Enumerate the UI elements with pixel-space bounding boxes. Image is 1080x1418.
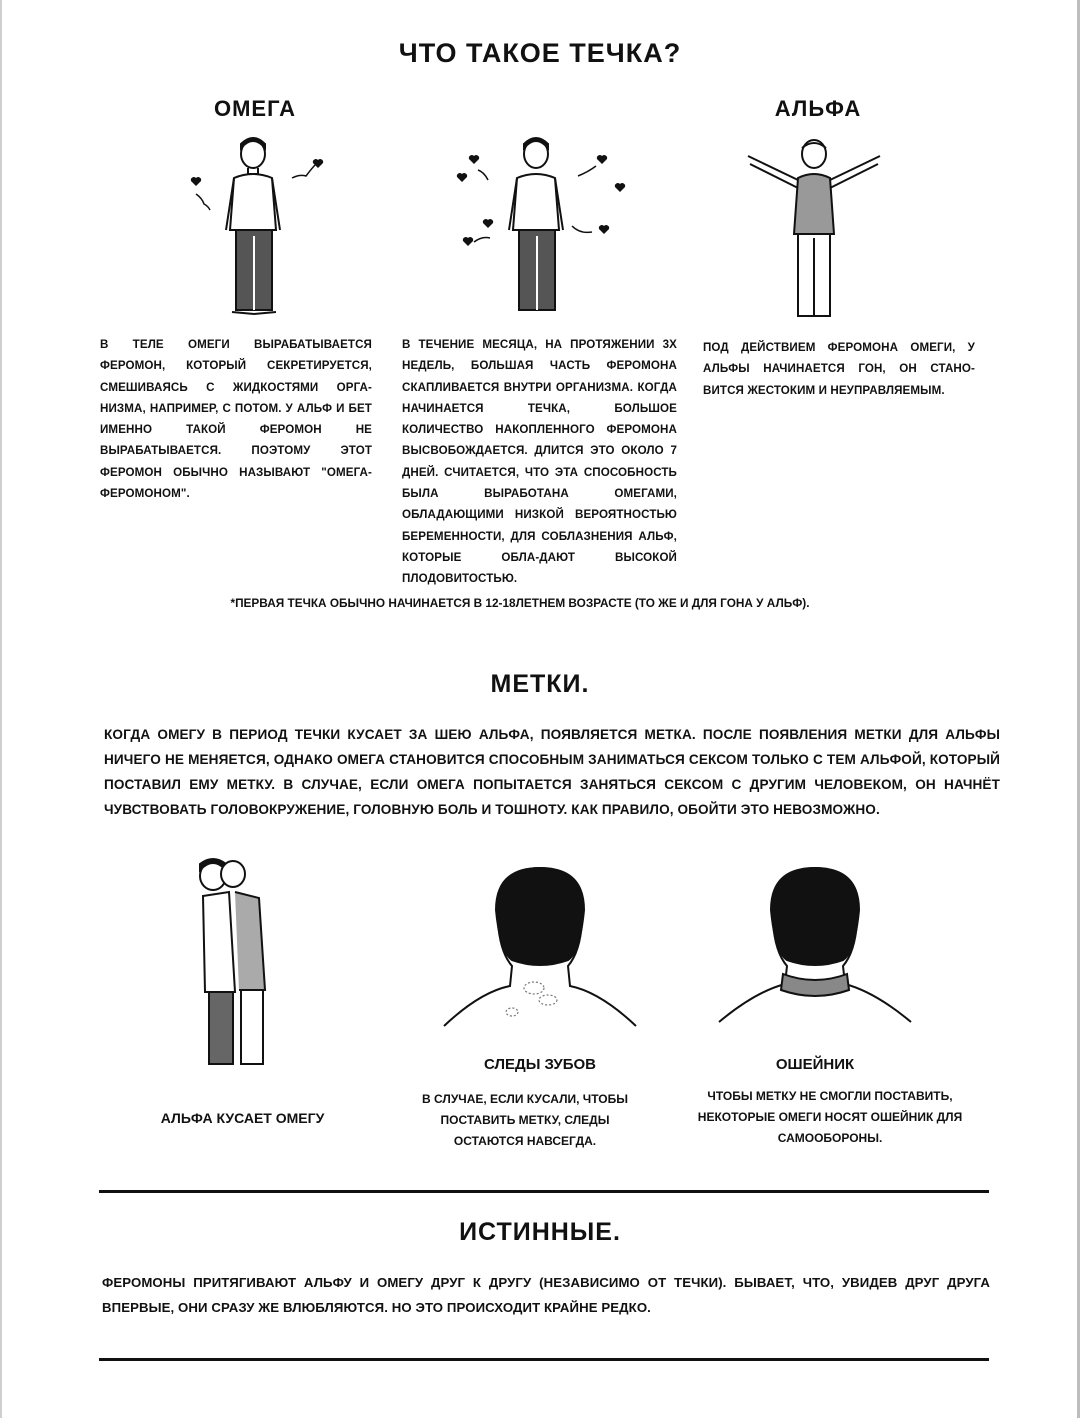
teeth-marks xyxy=(506,982,557,1016)
omega-heading: ОМЕГА xyxy=(213,96,297,121)
true-mates-text: ФЕРОМОНЫ ПРИТЯГИВАЮТ АЛЬФУ И ОМЕГУ ДРУГ К ДРУГУ (НЕЗАВИСИМО ОТ ТЕЧКИ). БЫВАЕТ, ЧТО, УВИДЕВ ДРУГ ДРУГА ВПЕРВЫЕ, ОНИ СРАЗУ ЖЕ ВЛЮБЛЯЮТСЯ. НО ЭТО ПРОИСХОДИТ КРАЙНЕ РЕДКО. xyxy=(102,1275,990,1315)
alpha-figure-illustration xyxy=(730,130,900,330)
omega-heat-illustration xyxy=(450,130,630,330)
marks-title: МЕТКИ. xyxy=(490,670,590,698)
alpha-description: ПОД ДЕЙСТВИЕМ ФЕРОМОНА ОМЕГИ, У АЛЬФЫ НАЧИНАЕТСЯ ГОН, ОН СТАНО-ВИТСЯ ЖЕСТОКИМ И НЕУПРАВЛЯЕМЫМ. xyxy=(703,341,975,397)
page-title: ЧТО ТАКОЕ ТЕЧКА? xyxy=(398,38,682,68)
page-border-left xyxy=(0,0,2,1418)
teeth-title: СЛЕДЫ ЗУБОВ xyxy=(484,1056,596,1073)
collar-title: ОШЕЙНИК xyxy=(775,1056,855,1073)
teeth-marks-illustration xyxy=(440,862,640,1032)
alpha-bites-omega-illustration xyxy=(185,852,295,1072)
marks-text: КОГДА ОМЕГУ В ПЕРИОД ТЕЧКИ КУСАЕТ ЗА ШЕЮ АЛЬФА, ПОЯВЛЯЕТСЯ МЕТКА. ПОСЛЕ ПОЯВЛЕНИЯ МЕТКИ ДЛЯ АЛЬФЫ НИЧЕГО НЕ МЕНЯЕТСЯ, ОДНАКО ОМЕГА СТАНОВИТСЯ СПОСОБНЫМ ЗАНИМАТЬСЯ СЕКСОМ ТОЛЬКО С ТЕМ АЛЬФОЙ, КОТОРЫЙ ПОСТАВИЛ ЕМУ МЕТКУ. В СЛУЧАЕ, ЕСЛИ ОМЕГА ПОПЫТАЕТСЯ ЗАНЯТЬСЯ СЕКСОМ С ДРУГИМ ЧЕЛОВЕКОМ, ОН НАЧНЁТ ЧУВСТВОВАТЬ ГОЛОВОКРУЖЕНИЕ, ГОЛОВНУЮ БОЛЬ И ТОШНОТУ. КАК ПРАВИЛО, ОБОЙТИ ЭТО НЕВОЗМОЖНО. xyxy=(104,727,1000,817)
omega-description: В ТЕЛЕ ОМЕГИ ВЫРАБАТЫВАЕТСЯ ФЕРОМОН, КОТОРЫЙ СЕКРЕТИРУЕТСЯ, СМЕШИВАЯСЬ С ЖИДКОСТЯМИ ОРГА-НИЗМА, НАПРИМЕР, С ПОТОМ. У АЛЬФ И БЕТ ИМЕННО ТАКОЙ ФЕРОМОН НЕ ВЫРАБАТЫВАЕТСЯ. ПОЭТОМУ ЭТОТ ФЕРОМОН ОБЫЧНО НАЗЫВАЮТ "ОМЕГА-ФЕРОМОНОМ". xyxy=(100,338,372,501)
teeth-text: В СЛУЧАЕ, ЕСЛИ КУСАЛИ, ЧТОБЫ ПОСТАВИТЬ МЕТКУ, СЛЕДЫ ОСТАЮТСЯ НАВСЕГДА. xyxy=(422,1092,628,1148)
collar-text: ЧТОБЫ МЕТКУ НЕ СМОГЛИ ПОСТАВИТЬ, НЕКОТОРЫЕ ОМЕГИ НОСЯТ ОШЕЙНИК ДЛЯ САМООБОРОНЫ. xyxy=(697,1089,963,1145)
divider-rule-1 xyxy=(99,1190,989,1193)
alpha-heading: АЛЬФА xyxy=(774,96,862,121)
bite-caption: АЛЬФА КУСАЕТ ОМЕГУ xyxy=(160,1110,325,1126)
collar-illustration xyxy=(715,862,915,1032)
divider-rule-2 xyxy=(99,1358,989,1361)
heat-description: В ТЕЧЕНИЕ МЕСЯЦА, НА ПРОТЯЖЕНИИ 3Х НЕДЕЛЬ, БОЛЬШАЯ ЧАСТЬ ФЕРОМОНА СКАПЛИВАЕТСЯ ВНУТРИ ОРГАНИЗМА. КОГДА НАЧИНАЕТСЯ ТЕЧКА, БОЛЬШОЕ КОЛИЧЕСТВО НАКОПЛЕННОГО ФЕРОМОНА ВЫСВОБОЖДАЕТСЯ. ДЛИТСЯ ЭТО ОКОЛО 7 ДНЕЙ. СЧИТАЕТСЯ, ЧТО ЭТА СПОСОБНОСТЬ БЫЛА ВЫРАБОТАНА ОМЕГАМИ, ОБЛАДАЮЩИМИ НИЗКОЙ ВЕРОЯТНОСТЬЮ БЕРЕМЕННОСТИ, ДЛЯ СОБЛАЗНЕНИЯ АЛЬФ, КОТОРЫЕ ОБЛА-ДАЮТ ВЫСОКОЙ ПЛОДОВИТОСТЬЮ. xyxy=(402,338,677,586)
true-mates-title: ИСТИННЫЕ. xyxy=(459,1218,621,1246)
footnote: *ПЕРВАЯ ТЕЧКА ОБЫЧНО НАЧИНАЕТСЯ В 12-18ЛЕТНЕМ ВОЗРАСТЕ (ТО ЖЕ И ДЛЯ ГОНА У АЛЬФ). xyxy=(230,596,810,610)
omega-figure-illustration xyxy=(180,130,340,330)
